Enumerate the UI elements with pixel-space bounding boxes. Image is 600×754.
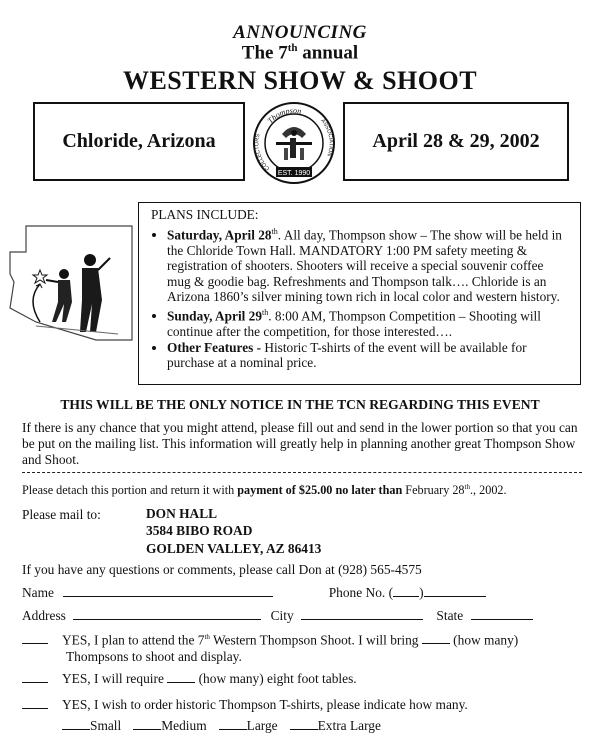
- detach-part1: Please detach this portion and return it with: [22, 483, 238, 498]
- detach-divider: [22, 472, 582, 473]
- attend-text-c: (how many): [449, 632, 519, 648]
- intro-paragraph: If there is any chance that you might attend, please fill out and send in the lower portion so that you can be put on the mailing list. This information will greatly help in planning another great Thompson Show and Shoot.: [22, 420, 578, 468]
- annual-suffix: annual: [297, 42, 359, 64]
- annual-prefix: The 7: [241, 42, 288, 64]
- phone-area-code-field[interactable]: [393, 584, 419, 597]
- tables-text-a: YES, I will require: [62, 671, 168, 686]
- association-seal-logo: [252, 98, 336, 188]
- plans-item-other-text: Historic T-shirts of the event will be available for purchase at a nominal price.: [167, 339, 527, 371]
- state-label: State: [436, 608, 464, 623]
- attend-text-d: Thompsons to shoot and display.: [66, 649, 242, 665]
- attend-option: [22, 629, 518, 665]
- arizona-map-illustration: [6, 222, 134, 342]
- address-field[interactable]: [73, 607, 261, 620]
- thompsons-count-field[interactable]: [422, 631, 450, 644]
- seal-bottom-text: EST. 1990: [277, 170, 311, 177]
- small-qty-field[interactable]: [62, 718, 90, 730]
- phone-label: Phone No. (: [328, 585, 394, 600]
- attend-text-b: Western Thompson Shoot. I will bring: [209, 632, 422, 648]
- detach-sup: th: [464, 483, 470, 491]
- attend-sup: th: [204, 633, 210, 641]
- dates-box: [343, 102, 569, 181]
- phone-close: ): [419, 585, 424, 600]
- xlarge-qty-field[interactable]: [290, 718, 318, 730]
- seal-left-text: COLLECTORS: [254, 133, 272, 172]
- tables-count-field[interactable]: [167, 670, 195, 683]
- name-field[interactable]: [63, 584, 273, 597]
- seal-top-text: Thompson: [265, 105, 303, 126]
- mail-city: GOLDEN VALLEY, AZ 86413: [146, 540, 322, 556]
- attend-checkbox[interactable]: [22, 631, 48, 644]
- detach-instructions: [22, 483, 582, 498]
- tables-text-b: (how many) eight foot tables.: [195, 671, 357, 686]
- event-title: WESTERN SHOW & SHOOT: [122, 66, 478, 95]
- plans-item-sunday-bold: Sunday, April 29: [167, 308, 262, 324]
- plans-item-other-bold: Other Features -: [167, 339, 265, 355]
- plans-box: [138, 202, 581, 385]
- address-label: Address: [22, 608, 66, 623]
- only-notice-heading: THIS WILL BE THE ONLY NOTICE IN THE TCN REGARDING THIS EVENT: [60, 397, 540, 412]
- attend-text-a: YES, I plan to attend the 7: [62, 632, 205, 648]
- large-qty-field[interactable]: [219, 718, 247, 730]
- tshirts-text: YES, I wish to order historic Thompson T-shirts, please indicate how many.: [62, 697, 468, 712]
- size-medium-label: Medium: [161, 718, 207, 733]
- location-text: Chloride, Arizona: [62, 130, 216, 152]
- address-row: [22, 607, 533, 624]
- size-xlarge-label: Extra Large: [317, 718, 381, 733]
- plans-list: [151, 224, 570, 371]
- tables-checkbox[interactable]: [22, 670, 48, 683]
- plans-item-saturday-sup: th: [271, 226, 278, 236]
- location-box: [33, 102, 245, 181]
- announcing-heading: ANNOUNCING: [233, 22, 367, 43]
- city-field[interactable]: [301, 607, 423, 620]
- dates-text: April 28 & 29, 2002: [372, 130, 540, 152]
- state-field[interactable]: [471, 607, 533, 620]
- mail-to-label: Please mail to:: [22, 507, 101, 522]
- plans-item-saturday-bold: Saturday, April 28: [167, 227, 272, 243]
- plans-heading: PLANS INCLUDE:: [151, 207, 259, 222]
- plans-item-saturday-text: . All day, Thompson show – The show will be held in the Chloride Town Hall. MANDATORY 1:00 PM safety meeting & registration of shooters. Shooters will receive a special souvenir coffee mug & goodie bag. Refreshments and Thompson talk…. Chloride is an Arizona 1860’s silver mining town rich in local color and western history.: [167, 227, 562, 305]
- svg-text:COLLECTORS: [254, 133, 271, 171]
- questions-contact: If you have any questions or comments, please call Don at (928) 565-4575: [22, 562, 422, 577]
- plans-item-sunday-sup: th: [261, 307, 269, 317]
- annual-sup: th: [287, 42, 298, 54]
- name-phone-row: [22, 584, 486, 601]
- detach-payment-bold: payment of $25.00 no later than: [237, 483, 403, 498]
- mail-street: 3584 BIBO ROAD: [146, 523, 253, 539]
- detach-part2: February 28: [402, 483, 465, 498]
- seal-right-text: ASSOCIATION: [319, 118, 334, 157]
- tshirts-option: [22, 696, 468, 713]
- size-large-label: Large: [246, 718, 278, 733]
- plans-item-other: [167, 340, 570, 371]
- mailing-address: [146, 505, 321, 557]
- medium-qty-field[interactable]: [133, 718, 161, 730]
- city-label: City: [270, 608, 294, 623]
- phone-number-field[interactable]: [424, 584, 486, 597]
- plans-item-sunday: [167, 305, 570, 340]
- size-small-label: Small: [90, 718, 122, 733]
- tshirts-checkbox[interactable]: [22, 696, 48, 709]
- plans-item-sunday-text: . 8:00 AM, Thompson Competition – Shooting will continue after the competition, for those interested….: [167, 308, 541, 339]
- mail-name: DON HALL: [146, 506, 218, 521]
- name-label: Name: [22, 585, 54, 600]
- svg-text:Thompson: [266, 106, 302, 125]
- annual-heading: [0, 42, 600, 64]
- tables-option: [22, 670, 357, 687]
- detach-part3: ., 2002.: [469, 483, 507, 498]
- plans-item-saturday: [167, 224, 570, 305]
- tshirt-sizes-row: [62, 718, 381, 734]
